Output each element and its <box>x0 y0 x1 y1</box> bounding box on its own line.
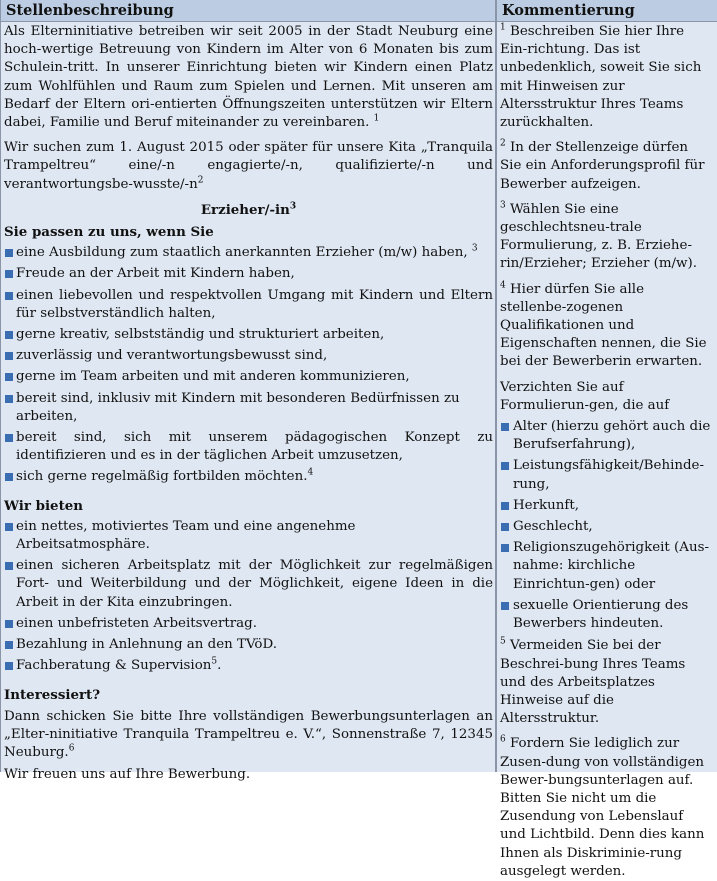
job-title <box>4 201 493 219</box>
profile-list <box>4 244 493 486</box>
list-item-text: Freude an der Arbeit mit Kindern haben, <box>16 266 295 282</box>
comment-text: Hier dürfen Sie alle stellenbe-zogenen Qualifikationen und Eigenschaften nennen, die Sie bei der Bewerberin erwarten. <box>500 281 707 370</box>
closing-line: Wir freuen uns auf Ihre Bewerbung. <box>4 767 251 783</box>
list-item <box>4 347 493 365</box>
footnote-number: 3 <box>500 200 506 211</box>
square-bullet-icon <box>5 331 13 339</box>
comment-4 <box>500 281 713 372</box>
comment-6 <box>500 735 713 881</box>
list-item <box>500 518 713 536</box>
comment-5 <box>500 637 713 728</box>
square-bullet-icon <box>5 523 13 531</box>
list-item-text: zuverlässig und verantwortungsbewusst sind, <box>16 348 328 364</box>
list-item <box>4 429 493 465</box>
list-item-text: gerne im Team arbeiten und mit anderen kommunizieren, <box>16 369 410 385</box>
footnote-number: 6 <box>500 734 506 745</box>
list-item-text: Herkunft, <box>513 497 579 513</box>
footnote-number: 4 <box>500 280 506 291</box>
list-item <box>4 326 493 344</box>
list-item <box>4 518 493 554</box>
list-item <box>4 615 493 633</box>
column-divider <box>495 0 497 772</box>
apply-text: Dann schicken Sie bitte Ihre vollständigen Bewerbungsunterlagen an „Elter-ninitiative Tranquila Trampeltreu e. V.“, Sonnenstraße 7, 12345 Neuburg. <box>4 708 493 761</box>
list-item-text: eine Ausbildung zum staatlich anerkannten Erzieher (m/w) haben, <box>16 245 468 261</box>
square-bullet-icon <box>5 395 13 403</box>
interest-heading: Interessiert? <box>4 686 101 703</box>
square-bullet-icon <box>5 373 13 381</box>
square-bullet-icon <box>501 423 509 431</box>
list-item <box>4 636 493 654</box>
footnote-number: 2 <box>500 138 506 149</box>
square-bullet-icon <box>5 292 13 300</box>
square-bullet-icon <box>501 523 509 531</box>
comment-text: Wählen Sie eine geschlechtsneu-trale Formulierung, z. B. Erziehe-rin/Erzieher; Erzieher (m/w). <box>500 201 697 272</box>
job-title-text: Erzieher/-in <box>200 201 290 218</box>
comment-4-continuation: Verzichten Sie auf Formulierun-gen, die auf <box>500 379 670 413</box>
footnote-ref: 2 <box>197 175 204 186</box>
offer-heading: Wir bieten <box>4 497 84 514</box>
list-item <box>4 468 493 486</box>
search-paragraph <box>4 139 493 194</box>
search-text: Wir suchen zum 1. August 2015 oder später für unsere Kita „Tranquila Trampeltreu“ eine/-n engagierte/-n, qualifizierte/-n und verantwortungsbe-wusste/-n <box>4 140 493 192</box>
list-item-text: Alter (hierzu gehört auch die Berufserfahrung), <box>513 419 711 453</box>
apply-paragraph <box>4 708 493 763</box>
intro-paragraph <box>4 23 493 132</box>
square-bullet-icon <box>5 641 13 649</box>
comment-text: Beschreiben Sie hier Ihre Ein-richtung. Das ist unbedenklich, soweit Sie sich mit Hinweisen zur Altersstruktur Ihres Teams zurückhalten. <box>500 24 702 131</box>
footnote-number: 5 <box>500 636 506 647</box>
footnote-ref: 3 <box>471 243 478 254</box>
list-item <box>4 368 493 386</box>
list-item-text: sexuelle Orientierung des Bewerbers hindeuten. <box>513 597 689 632</box>
comment-3 <box>500 201 713 274</box>
header-right: Kommentierung <box>497 0 717 22</box>
footnote-ref: 1 <box>373 113 380 124</box>
list-item-text: Religionszugehörigkeit (Aus-nahme: kirchliche Einrichtun-gen) oder <box>513 540 709 592</box>
comment-text: In der Stellenzeige dürfen Sie ein Anforderungsprofil für Bewerber aufzeigen. <box>500 140 705 192</box>
square-bullet-icon <box>5 473 13 481</box>
profile-heading: Sie passen zu uns, wenn Sie <box>4 224 214 241</box>
list-item-text: Geschlecht, <box>513 519 593 535</box>
list-item-text: ein nettes, motiviertes Team und eine angenehme Arbeitsatmosphäre. <box>16 518 356 553</box>
square-bullet-icon <box>5 270 13 278</box>
list-item-text: bereit sind, inklusiv mit Kindern mit besonderen Bedürfnissen zu arbeiten, <box>16 390 460 424</box>
list-item-text: einen liebevollen und respektvollen Umgang mit Kindern und Eltern für selbstverständlich halten, <box>16 287 493 321</box>
list-item <box>500 418 713 454</box>
job-description-column <box>4 23 493 783</box>
comment-text: Fordern Sie lediglich zur Zusen-dung von vollständigen Bewer-bungsunterlagen auf. Bitten Sie nicht um die Zusendung von Lebenslauf und Lichtbild. Denn dies kann Ihnen als Diskriminie-rung ausgelegt werden. <box>500 736 705 879</box>
list-item <box>500 497 713 515</box>
square-bullet-icon <box>501 462 509 470</box>
commentary-column <box>500 22 713 879</box>
list-item-text: einen sicheren Arbeitsplatz mit der Möglichkeit zur regelmäßigen Fort- und Weiterbildung und der Möglichkeit, eigene Ideen in die Arbeit in der Kita einzubringen. <box>16 558 493 610</box>
offer-list <box>4 518 493 676</box>
square-bullet-icon <box>5 562 13 570</box>
comment-1 <box>500 23 713 132</box>
footnote-number: 1 <box>500 22 506 33</box>
list-item <box>4 287 493 323</box>
square-bullet-icon <box>5 249 13 257</box>
footnote-ref: 3 <box>289 201 297 212</box>
footnote-ref: 6 <box>68 743 75 754</box>
list-item-text: gerne kreativ, selbstständig und strukturiert arbeiten, <box>16 327 385 343</box>
square-bullet-icon <box>501 544 509 552</box>
list-item <box>4 390 493 426</box>
square-bullet-icon <box>501 502 509 510</box>
intro-text: Als Elterninitiative betreiben wir seit 2005 in der Stadt Neuburg eine hoch-wertige Betreuung von Kindern im Alter von 6 Monaten bis zum Schulein-tritt. In unserer Einrichtung bieten wir Kindern einen Platz zum Wohlfühlen und Raum zum Spielen und Lernen. Mit unseren am Bedarf der Eltern ori-entierten Öffnungszeiten unterstützen wir Eltern dabei, Familie und Beruf miteinander zu vereinbaren. <box>4 24 493 131</box>
list-item-text: bereit sind, sich mit unserem pädagogischen Konzept zu identifizieren und es in der täglichen Arbeit umzusetzen, <box>16 430 493 464</box>
punctuation: . <box>217 658 222 674</box>
list-item-text: einen unbefristeten Arbeitsvertrag. <box>16 615 257 631</box>
list-item <box>4 657 493 675</box>
list-item-text: sich gerne regelmäßig fortbilden möchten. <box>16 469 308 485</box>
square-bullet-icon <box>5 620 13 628</box>
list-item-text: Bezahlung in Anlehnung an den TVöD. <box>16 637 277 653</box>
list-item <box>500 539 713 594</box>
list-item-text: Leistungsfähigkeit/Behinde-rung, <box>513 458 704 492</box>
list-item <box>500 597 713 633</box>
list-item <box>4 557 493 612</box>
square-bullet-icon <box>5 434 13 442</box>
list-item <box>4 244 493 262</box>
footnote-ref: 5 <box>211 656 218 667</box>
list-item <box>4 265 493 283</box>
comment-text: Vermeiden Sie bei der Beschrei-bung Ihres Teams und des Arbeitsplatzes Hinweise auf die Altersstruktur. <box>500 638 686 727</box>
square-bullet-icon <box>5 352 13 360</box>
comment-2 <box>500 139 713 194</box>
list-item-text: Fachberatung & Supervision <box>16 658 212 674</box>
square-bullet-icon <box>5 662 13 670</box>
list-item <box>500 457 713 493</box>
square-bullet-icon <box>501 602 509 610</box>
header-left: Stellenbeschreibung <box>1 0 495 22</box>
footnote-ref: 4 <box>307 468 314 478</box>
comment-4-list <box>500 418 713 633</box>
